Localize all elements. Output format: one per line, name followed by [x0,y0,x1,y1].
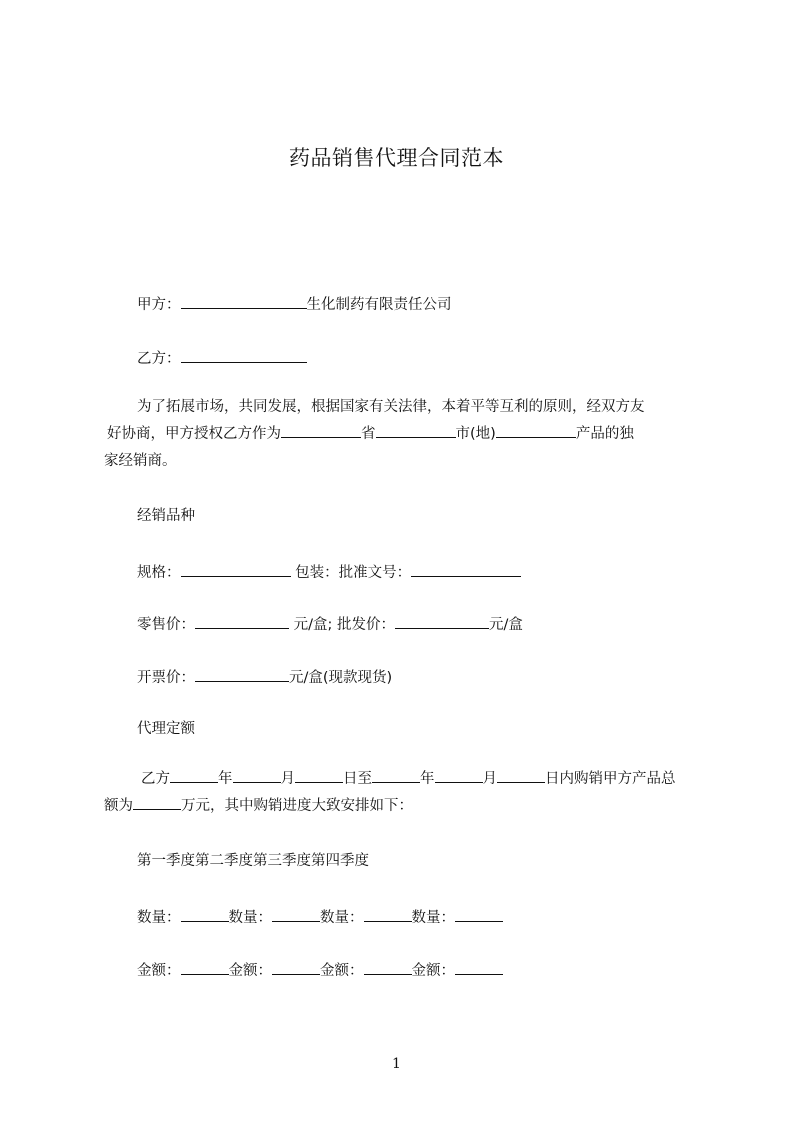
spec-label: 规格： [137,565,181,581]
amount-line [137,958,503,981]
product-blank[interactable] [496,421,576,438]
amount-label-2: 金额： [228,963,272,979]
quantity-label-2: 数量： [228,910,272,926]
quantity-label-4: 数量： [411,910,455,926]
quota-year: 年 [218,771,233,787]
quantity-q2-blank[interactable] [272,905,320,922]
province-blank[interactable] [281,421,361,438]
amount-q3-blank[interactable] [364,958,412,975]
province-label: 省 [361,426,376,442]
end-month-blank[interactable] [435,766,483,783]
products-heading: 经销品种 [137,508,195,524]
quantity-q3-blank[interactable] [364,905,412,922]
amount-q4-blank[interactable] [455,958,503,975]
quota-text-end: 日内购销甲方产品总 [545,771,676,787]
quantity-label-1: 数量： [137,910,181,926]
amount-label-4: 金额： [411,963,455,979]
wholesale-label: 批发价： [337,617,395,633]
party-a-line [137,292,452,315]
intro-text-4: 家经销商。 [104,453,177,469]
retail-label: 零售价： [137,617,195,633]
start-month-blank[interactable] [233,766,281,783]
package-label: 包装：批准文号： [295,565,412,581]
quantity-q1-blank[interactable] [181,905,229,922]
quota-line2-start: 额为 [104,798,133,814]
party-b-line [137,346,307,369]
invoice-price-line [137,665,392,688]
quota-month: 月 [280,771,295,787]
total-amount-blank[interactable] [133,793,181,810]
wholesale-unit: 元/盒 [489,617,523,633]
quantity-label-3: 数量： [320,910,364,926]
city-label: 市(地) [455,426,496,442]
page-number: 1 [392,1056,401,1072]
quota-line2-end: 万元，其中购销进度大致安排如下： [181,798,413,814]
invoice-price-blank[interactable] [195,665,289,682]
spec-blank[interactable] [181,560,291,577]
intro-text-3: 产品的独 [575,426,634,442]
start-day-blank[interactable] [295,766,343,783]
intro-text-1: 为了拓展市场，共同发展，根据国家有关法律，本着平等互利的原则，经双方友 [137,399,645,415]
spec-line [137,560,521,583]
retail-unit: 元/盒; [293,617,333,633]
quantity-q4-blank[interactable] [455,905,503,922]
end-year-blank[interactable] [372,766,420,783]
retail-price-blank[interactable] [195,612,289,629]
invoice-label: 开票价： [137,670,195,686]
amount-label-1: 金额： [137,963,181,979]
quota-party: 乙方 [141,771,170,787]
intro-text-2: 好协商，甲方授权乙方作为 [107,426,281,442]
party-a-blank[interactable] [181,292,307,309]
intro-paragraph [104,394,704,475]
quota-day-to: 日至 [343,771,372,787]
retail-price-line [137,612,523,635]
amount-q1-blank[interactable] [181,958,229,975]
invoice-unit: 元/盒(现款现货) [289,670,393,686]
start-year-blank[interactable] [170,766,218,783]
party-b-label: 乙方： [137,351,181,367]
quota-heading: 代理定额 [137,721,195,737]
amount-label-3: 金额： [320,963,364,979]
amount-q2-blank[interactable] [272,958,320,975]
quantity-line [137,905,503,928]
quota-month-2: 月 [482,771,497,787]
quota-paragraph [104,766,704,820]
wholesale-price-blank[interactable] [395,612,489,629]
party-b-blank[interactable] [181,346,307,363]
page-title: 药品销售代理合同范本 [289,146,504,170]
quarters-line: 第一季度第二季度第三季度第四季度 [137,853,369,869]
city-blank[interactable] [376,421,456,438]
approval-number-blank[interactable] [411,560,521,577]
party-a-label: 甲方： [137,297,181,313]
end-day-blank[interactable] [497,766,545,783]
party-a-company: 生化制药有限责任公司 [306,297,452,313]
quota-year-2: 年 [420,771,435,787]
